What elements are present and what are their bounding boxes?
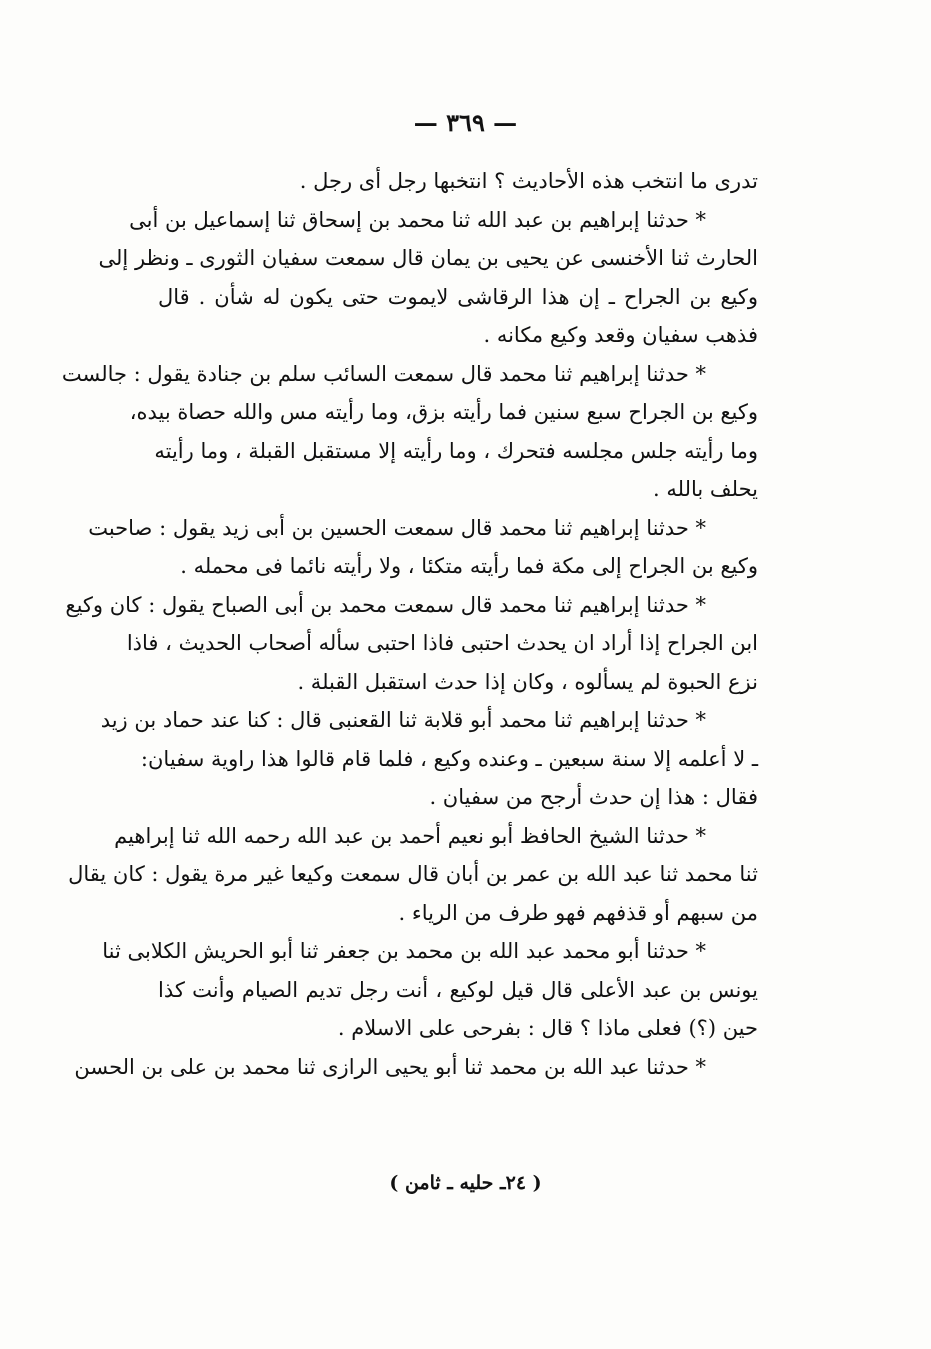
text-line: * حدثنا إبراهيم ثنا محمد قال سمعت محمد بن أبى الصباح يقول : كان وكيع	[65, 592, 706, 617]
text-line: * حدثنا إبراهيم بن عبد الله ثنا محمد بن إسحاق ثنا إسماعيل بن أبى	[129, 207, 706, 232]
text-line: من سبهم أو قذفهم فهو طرف من الرياء .	[398, 900, 758, 925]
text-line: * حدثنا عبد الله بن محمد ثنا أبو يحيى الرازى ثنا محمد بن على بن الحسن	[74, 1054, 706, 1079]
text-line: يحلف بالله .	[653, 477, 758, 501]
text-line: الحارث ثنا الأخنسى عن يحيى بن يمان قال سمعت سفيان الثورى ـ ونظر إلى	[98, 246, 758, 270]
text-line: يونس بن عبد الأعلى قال قيل لوكيع ، أنت رجل تديم الصيام وأنت كذا	[158, 977, 759, 1002]
page-text	[61, 162, 759, 1086]
text-line: وكيع بن الجراح ـ إن هذا الرقاشى لايموت حتى يكون له شأن . قال	[158, 284, 759, 309]
text-line: * حدثنا الشيخ الحافظ أبو نعيم أحمد بن عبد الله رحمه الله ثنا إبراهيم	[114, 823, 706, 848]
text-line: فقال : هذا إن حدث أرجح من سفيان .	[429, 785, 758, 809]
text-line: حين (؟) فعلى ماذا ؟ قال : بفرحى على الاسلام .	[337, 1016, 758, 1040]
text-line: * حدثنا أبو محمد عبد الله بن محمد بن جعفر ثنا أبو الحريش الكلابى ثنا	[102, 939, 706, 963]
text-line: ثنا محمد ثنا عبد الله بن عمر بن أبان قال سمعت وكيعا غير مرة يقول : كان يقال	[68, 862, 758, 886]
signature-mark: ( ٢٤ـ حليه ـ ثامن )	[389, 1172, 542, 1194]
text-line: ابن الجراح إذا أراد ان يحدث احتبى فاذا احتبى سأله أصحاب الحديث ، فاذا	[126, 631, 758, 655]
page-number: — ٣٦٩ —	[413, 108, 518, 137]
text-line: * حدثنا إبراهيم ثنا محمد قال سمعت الحسين بن أبى زيد يقول : صاحبت	[88, 515, 706, 540]
text-line: فذهب سفيان وقعد وكيع مكانه .	[483, 323, 758, 347]
text-line: وكيع بن الجراح إلى مكة فما رأيته متكئا ، ولا رأيته نائما فى محمله .	[180, 554, 758, 578]
text-line: تدرى ما انتخب هذه الأحاديث ؟ انتخبها رجل أى رجل .	[299, 169, 758, 193]
text-line: نزع الحبوة لم يسألوه ، وكان إذا حدث استقبل القبلة .	[297, 669, 758, 694]
text-line: وكيع بن الجراح سبع سنين فما رأيته بزق، وما رأيته مس والله حصاة بيده،	[129, 400, 758, 424]
text-line: وما رأيته جلس مجلسه فتحرك ، وما رأيته إلا مستقبل القبلة ، وما رأيته	[154, 438, 758, 463]
text-line: ـ لا أعلمه إلا سنة سبعين ـ وعنده وكيع ، فلما قام قالوا هذا راوية سفيان:	[140, 746, 758, 771]
text-line: * حدثنا إبراهيم ثنا محمد قال سمعت السائب سلم بن جنادة يقول : جالست	[61, 361, 706, 386]
text-line: * حدثنا إبراهيم ثنا محمد أبو قلابة ثنا القعنبى قال : كنا عند حماد بن زيد	[100, 708, 706, 732]
